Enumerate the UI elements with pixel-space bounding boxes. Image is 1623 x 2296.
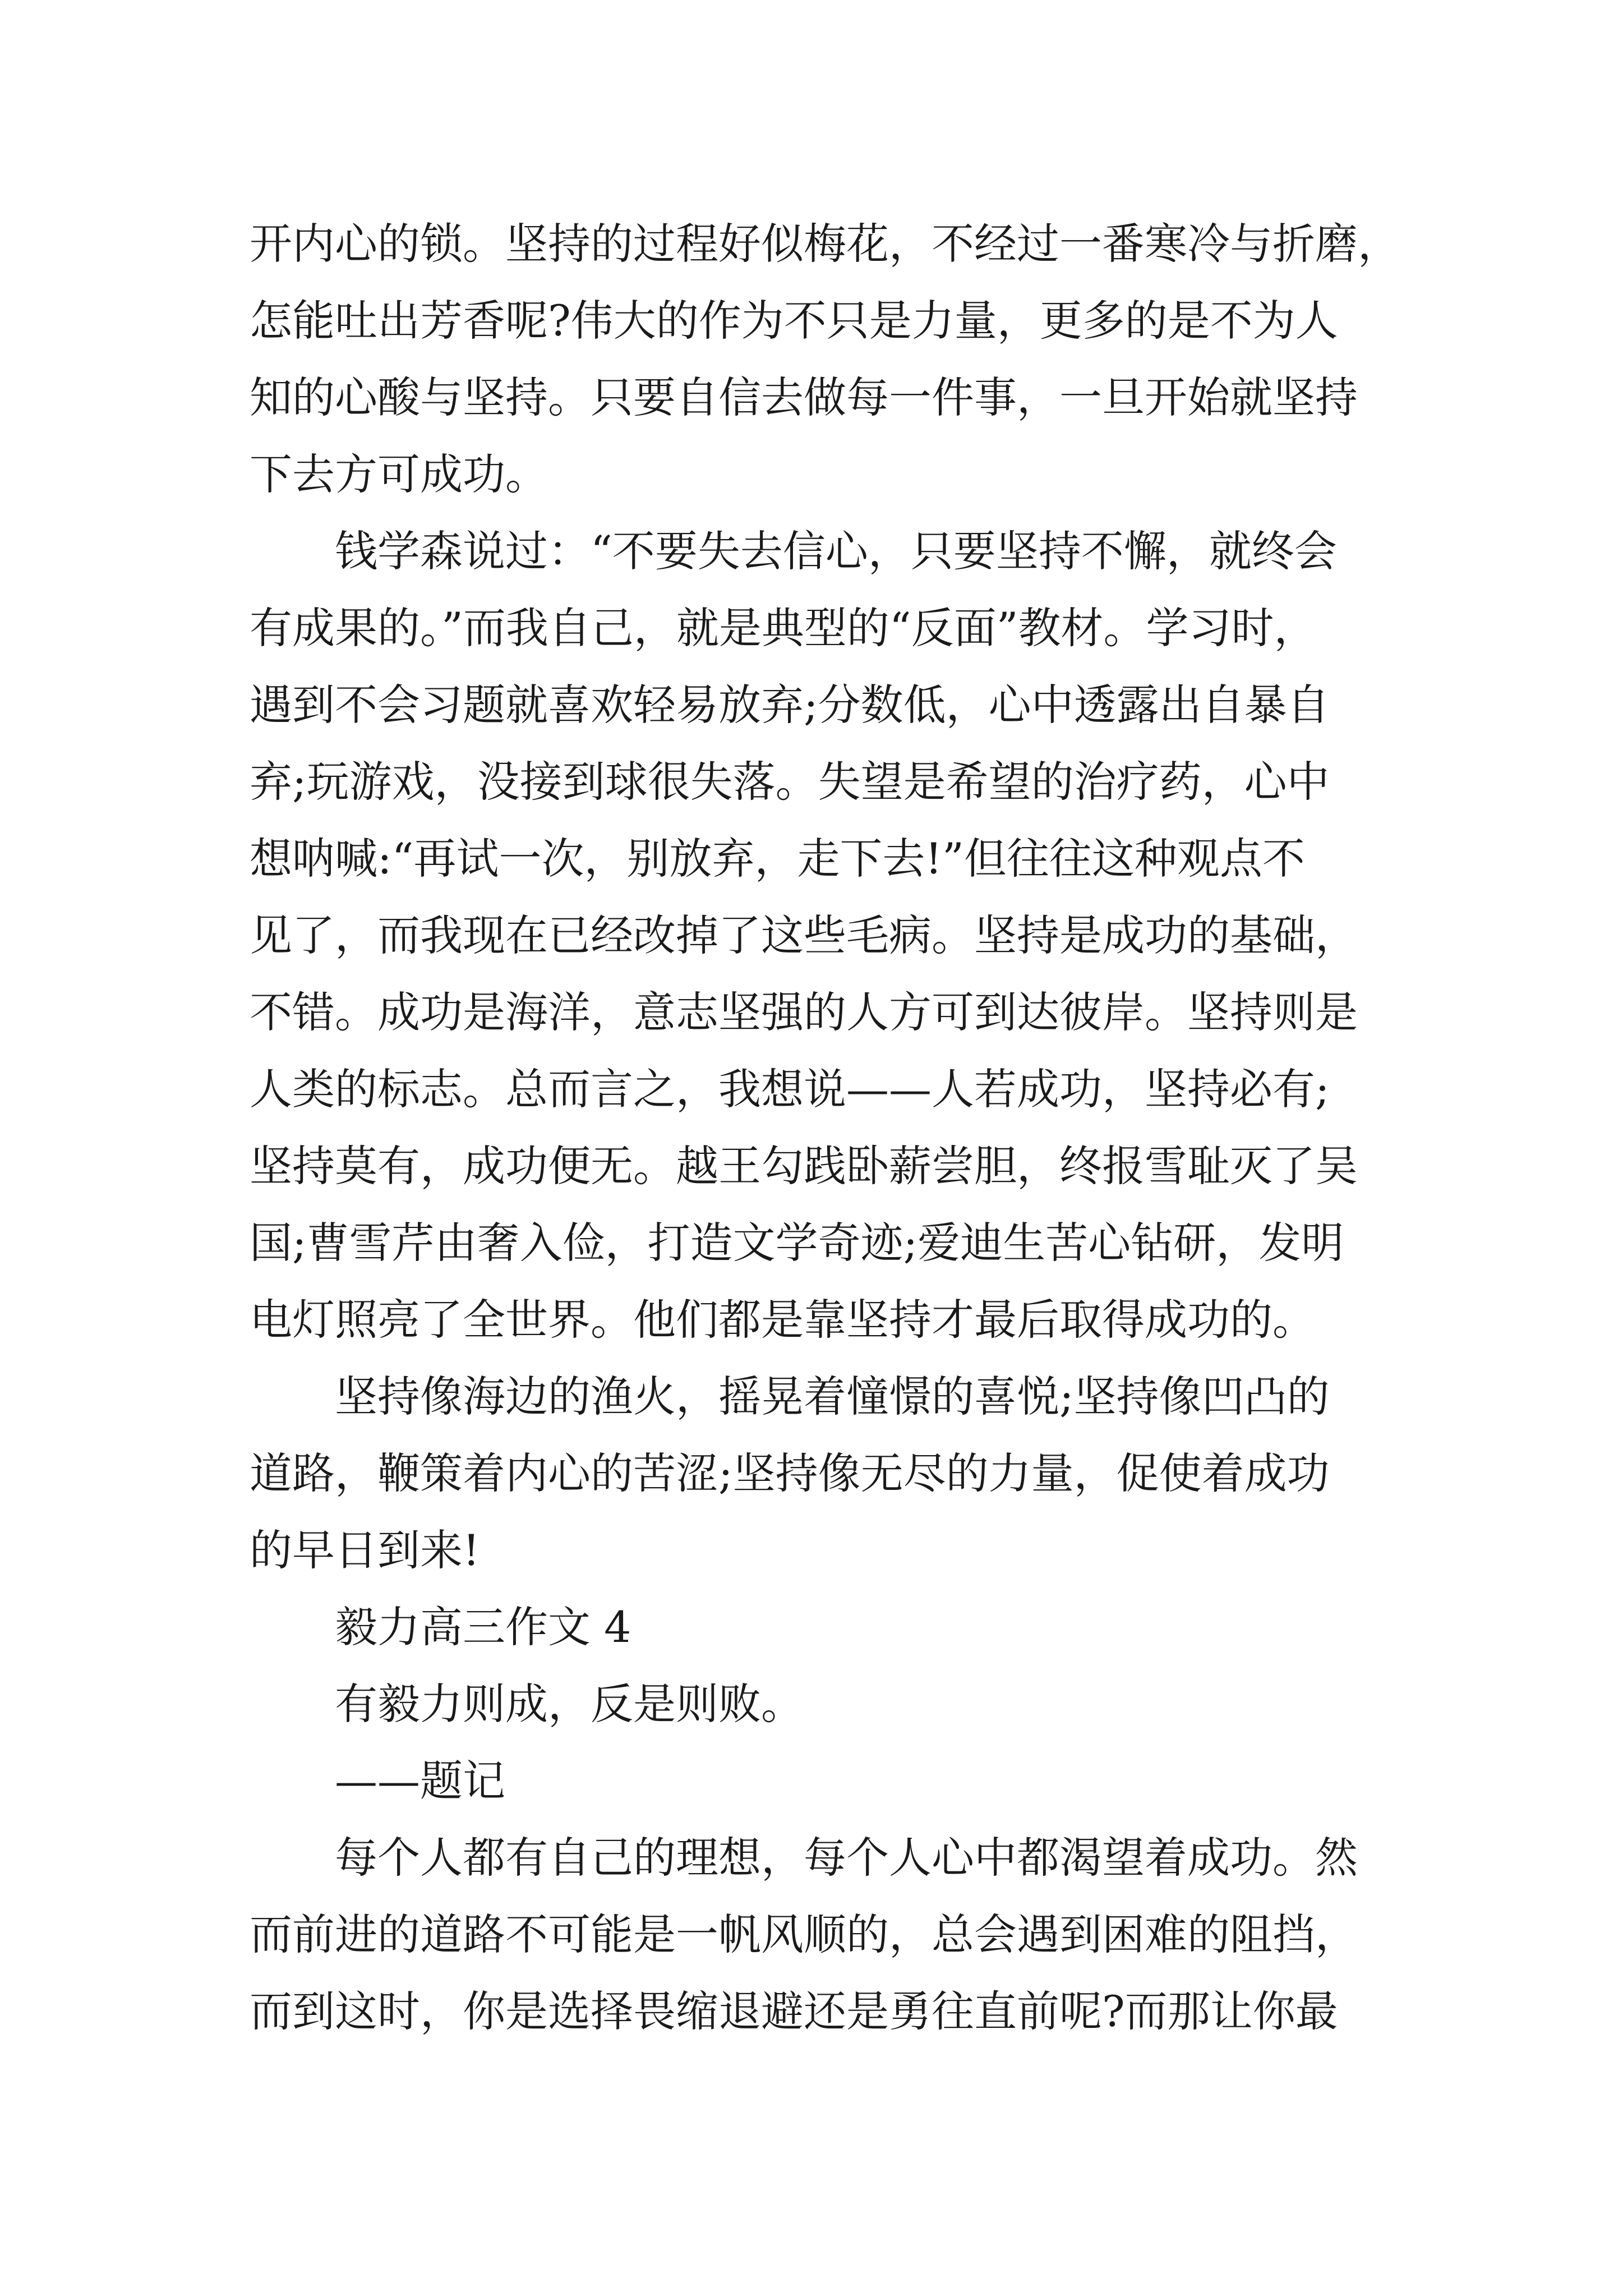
text-line: 不错。成功是海洋，意志坚强的人方可到达彼岸。坚持则是 (250, 987, 1358, 1037)
text-line: 有成果的。”而我自己，就是典型的“反面”教材。学习时， (250, 603, 1317, 653)
text-line: 钱学森说过：“不要失去信心，只要坚持不懈，就终会 (335, 526, 1337, 576)
text-line: 想呐喊:“再试一次，别放弃，走下去!”但往往这种观点不 (250, 834, 1305, 884)
text-line: 开内心的锁。坚持的过程好似梅花，不经过一番寒冷与折磨， (250, 219, 1400, 269)
text-line: 坚持像海边的渔火，摇晃着憧憬的喜悦;坚持像凹凸的 (335, 1372, 1330, 1421)
document-body (250, 205, 1400, 2050)
text-line: 坚持莫有，成功便无。越王勾践卧薪尝胆，终报雪耻灭了吴 (250, 1141, 1358, 1191)
text-line: 电灯照亮了全世界。他们都是靠坚持才最后取得成功的。 (250, 1295, 1315, 1345)
text-line: 道路，鞭策着内心的苦涩;坚持像无尽的力量，促使着成功 (250, 1448, 1330, 1498)
section-heading: 毅力高三作文 4 (335, 1602, 631, 1652)
epigraph-line: 有毅力则成，反是则败。 (335, 1679, 804, 1729)
text-line: 而到这时，你是选择畏缩退避还是勇往直前呢?而那让你最 (250, 1986, 1338, 2036)
text-line: 见了，而我现在已经改掉了这些毛病。坚持是成功的基础， (250, 910, 1358, 960)
text-line: 国;曹雪芹由奢入俭，打造文学奇迹;爱迪生苦心钻研，发明 (250, 1218, 1344, 1268)
text-line: 弃;玩游戏，没接到球很失落。失望是希望的治疗药，心中 (250, 757, 1330, 807)
text-line: 遇到不会习题就喜欢轻易放弃;分数低，心中透露出自暴自 (250, 680, 1330, 730)
text-line: 的早日到来! (250, 1525, 480, 1575)
text-line: 怎能吐出芳香呢?伟大的作为不只是力量，更多的是不为人 (250, 296, 1338, 346)
epigraph-attribution: ——题记 (335, 1756, 505, 1806)
text-line: 人类的标志。总而言之，我想说——人若成功，坚持必有; (250, 1064, 1330, 1114)
text-line: 每个人都有自己的理想，每个人心中都渴望着成功。然 (335, 1833, 1358, 1883)
text-line: 而前进的道路不可能是一帆风顺的，总会遇到困难的阻挡， (250, 1910, 1358, 1959)
text-line: 下去方可成功。 (250, 449, 548, 499)
text-line: 知的心酸与坚持。只要自信去做每一件事，一旦开始就坚持 (250, 372, 1358, 422)
